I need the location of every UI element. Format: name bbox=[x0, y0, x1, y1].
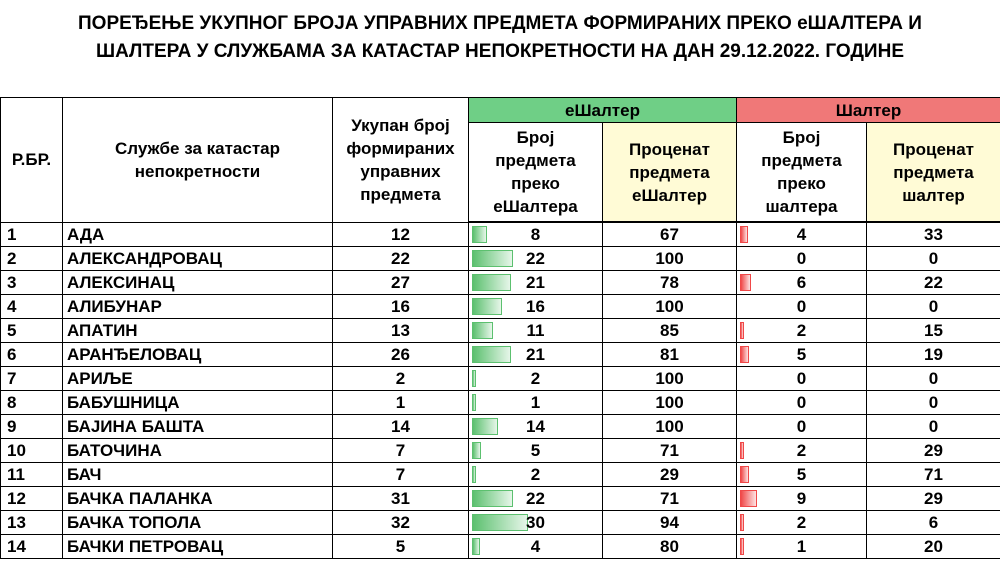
data-bar bbox=[740, 274, 751, 291]
table-row bbox=[1, 391, 1000, 415]
table-row bbox=[1, 439, 1000, 463]
data-bar bbox=[740, 322, 744, 339]
cell-eshalter-count bbox=[469, 391, 603, 415]
cell-value: 2 bbox=[796, 441, 807, 460]
data-bar bbox=[472, 538, 480, 555]
data-bar bbox=[472, 394, 476, 411]
cell-value: 21 bbox=[526, 273, 545, 292]
cell-service-name: БАЧКА ПАЛАНКА bbox=[63, 487, 333, 511]
cell-value: 1 bbox=[796, 537, 807, 556]
cell-total: 16 bbox=[333, 295, 469, 319]
cell-total: 14 bbox=[333, 415, 469, 439]
cell-service-name: БАЧКА ТОПОЛА bbox=[63, 511, 333, 535]
cell-shalter-pct: 71 bbox=[867, 463, 1000, 487]
cell-shalter-count bbox=[737, 391, 867, 415]
table-row bbox=[1, 319, 1000, 343]
cell-shalter-pct: 29 bbox=[867, 439, 1000, 463]
cell-eshalter-pct: 100 bbox=[603, 367, 737, 391]
cell-eshalter-pct: 71 bbox=[603, 487, 737, 511]
cell-shalter-pct: 0 bbox=[867, 391, 1000, 415]
cell-rb: 7 bbox=[1, 367, 63, 391]
cell-shalter-pct: 0 bbox=[867, 295, 1000, 319]
cell-rb: 12 bbox=[1, 487, 63, 511]
cell-eshalter-pct: 67 bbox=[603, 222, 737, 247]
cell-shalter-count bbox=[737, 367, 867, 391]
data-bar bbox=[472, 442, 481, 459]
cell-rb: 2 bbox=[1, 247, 63, 271]
cell-shalter-pct: 15 bbox=[867, 319, 1000, 343]
cell-shalter-count bbox=[737, 535, 867, 559]
cell-service-name: АЛИБУНАР bbox=[63, 295, 333, 319]
data-bar bbox=[472, 226, 487, 243]
cell-value: 0 bbox=[796, 369, 807, 388]
data-bar bbox=[740, 514, 744, 531]
cell-service-name: АДА bbox=[63, 222, 333, 247]
cell-eshalter-count bbox=[469, 511, 603, 535]
table-row bbox=[1, 367, 1000, 391]
table-row bbox=[1, 271, 1000, 295]
cell-shalter-pct: 0 bbox=[867, 367, 1000, 391]
cell-shalter-pct: 6 bbox=[867, 511, 1000, 535]
cell-value: 0 bbox=[796, 249, 807, 268]
cell-total: 13 bbox=[333, 319, 469, 343]
header-service: Службе за катастар непокретности bbox=[63, 98, 333, 223]
cell-eshalter-count bbox=[469, 295, 603, 319]
data-bar bbox=[472, 514, 528, 531]
table-row bbox=[1, 415, 1000, 439]
cell-service-name: АРАНЂЕЛОВАЦ bbox=[63, 343, 333, 367]
data-bar bbox=[740, 346, 749, 363]
cell-service-name: БАЧКИ ПЕТРОВАЦ bbox=[63, 535, 333, 559]
cell-rb: 3 bbox=[1, 271, 63, 295]
table-row bbox=[1, 535, 1000, 559]
cell-eshalter-count bbox=[469, 463, 603, 487]
cell-shalter-count bbox=[737, 487, 867, 511]
cell-rb: 14 bbox=[1, 535, 63, 559]
cell-shalter-pct: 0 bbox=[867, 415, 1000, 439]
cell-shalter-count bbox=[737, 295, 867, 319]
cell-total: 12 bbox=[333, 222, 469, 247]
cell-total: 27 bbox=[333, 271, 469, 295]
cell-service-name: АЛЕКСАНДРОВАЦ bbox=[63, 247, 333, 271]
data-bar bbox=[740, 442, 744, 459]
cell-eshalter-count bbox=[469, 343, 603, 367]
cell-value: 21 bbox=[526, 345, 545, 364]
cell-eshalter-count bbox=[469, 415, 603, 439]
cell-eshalter-count bbox=[469, 319, 603, 343]
header-eshalter-pct: Проценат предмета еШалтер bbox=[603, 123, 737, 223]
cell-value: 4 bbox=[530, 537, 541, 556]
data-bar bbox=[740, 490, 757, 507]
table-row bbox=[1, 295, 1000, 319]
cell-eshalter-pct: 85 bbox=[603, 319, 737, 343]
cell-rb: 1 bbox=[1, 222, 63, 247]
cell-rb: 8 bbox=[1, 391, 63, 415]
cell-shalter-count bbox=[737, 222, 867, 247]
cell-shalter-pct: 33 bbox=[867, 222, 1000, 247]
cell-eshalter-pct: 71 bbox=[603, 439, 737, 463]
table-row bbox=[1, 487, 1000, 511]
cell-total: 31 bbox=[333, 487, 469, 511]
cell-value: 0 bbox=[796, 417, 807, 436]
data-bar bbox=[472, 322, 493, 339]
cell-eshalter-count bbox=[469, 487, 603, 511]
cell-eshalter-count bbox=[469, 247, 603, 271]
cell-total: 32 bbox=[333, 511, 469, 535]
cell-shalter-count bbox=[737, 343, 867, 367]
cell-total: 5 bbox=[333, 535, 469, 559]
cell-shalter-count bbox=[737, 271, 867, 295]
cell-service-name: АПАТИН bbox=[63, 319, 333, 343]
header-shalter-pct: Проценат предмета шалтер bbox=[867, 123, 1000, 223]
header-total: Укупан број формираних управних предмета bbox=[333, 98, 469, 223]
cell-eshalter-pct: 100 bbox=[603, 295, 737, 319]
cell-rb: 9 bbox=[1, 415, 63, 439]
cell-shalter-pct: 20 bbox=[867, 535, 1000, 559]
cell-eshalter-pct: 29 bbox=[603, 463, 737, 487]
cell-value: 1 bbox=[530, 393, 541, 412]
report-title-line-1: ПОРЕЂЕЊЕ УКУПНОГ БРОЈА УПРАВНИХ ПРЕДМЕТА ФОРМИРАНИХ ПРЕКО еШАЛТЕРА И bbox=[78, 13, 922, 34]
header-eshalter-group: еШалтер bbox=[469, 98, 737, 123]
cell-total: 2 bbox=[333, 367, 469, 391]
cell-rb: 6 bbox=[1, 343, 63, 367]
table-row bbox=[1, 463, 1000, 487]
cell-value: 22 bbox=[526, 249, 545, 268]
cell-eshalter-count bbox=[469, 439, 603, 463]
cell-value: 4 bbox=[796, 225, 807, 244]
data-bar bbox=[472, 346, 511, 363]
cell-value: 9 bbox=[796, 489, 807, 508]
cell-eshalter-pct: 94 bbox=[603, 511, 737, 535]
data-bar bbox=[472, 490, 513, 507]
cell-value: 5 bbox=[796, 345, 807, 364]
cell-shalter-count bbox=[737, 463, 867, 487]
cell-eshalter-pct: 81 bbox=[603, 343, 737, 367]
cell-shalter-pct: 29 bbox=[867, 487, 1000, 511]
cell-eshalter-count bbox=[469, 222, 603, 247]
cell-service-name: БАЧ bbox=[63, 463, 333, 487]
cell-total: 7 bbox=[333, 463, 469, 487]
data-bar bbox=[740, 226, 748, 243]
data-bar bbox=[472, 418, 498, 435]
cell-eshalter-pct: 100 bbox=[603, 415, 737, 439]
cell-shalter-count bbox=[737, 511, 867, 535]
data-bar bbox=[472, 370, 476, 387]
cell-total: 26 bbox=[333, 343, 469, 367]
report-title bbox=[0, 10, 1000, 66]
cell-service-name: БАЈИНА БАШТА bbox=[63, 415, 333, 439]
cell-rb: 13 bbox=[1, 511, 63, 535]
cell-value: 14 bbox=[526, 417, 545, 436]
header-eshalter-count: Број предмета преко еШалтера bbox=[469, 123, 603, 223]
cell-value: 0 bbox=[796, 393, 807, 412]
cell-value: 16 bbox=[526, 297, 545, 316]
data-bar bbox=[472, 250, 513, 267]
cell-value: 6 bbox=[796, 273, 807, 292]
cell-total: 22 bbox=[333, 247, 469, 271]
table-row bbox=[1, 247, 1000, 271]
cell-value: 0 bbox=[796, 297, 807, 316]
cell-value: 5 bbox=[530, 441, 541, 460]
header-shalter-group: Шалтер bbox=[737, 98, 1000, 123]
cell-value: 5 bbox=[796, 465, 807, 484]
cell-service-name: БАБУШНИЦА bbox=[63, 391, 333, 415]
table-row bbox=[1, 222, 1000, 247]
cell-value: 11 bbox=[526, 321, 545, 340]
header-shalter-count: Број предмета преко шалтера bbox=[737, 123, 867, 223]
table-row bbox=[1, 511, 1000, 535]
cell-shalter-pct: 22 bbox=[867, 271, 1000, 295]
cell-service-name: БАТОЧИНА bbox=[63, 439, 333, 463]
cell-shalter-pct: 19 bbox=[867, 343, 1000, 367]
cell-eshalter-pct: 80 bbox=[603, 535, 737, 559]
cell-eshalter-count bbox=[469, 271, 603, 295]
data-bar bbox=[472, 466, 476, 483]
cell-value: 2 bbox=[796, 321, 807, 340]
cell-shalter-count bbox=[737, 439, 867, 463]
header-rb: Р.БР. bbox=[1, 98, 63, 223]
cell-service-name: АЛЕКСИНАЦ bbox=[63, 271, 333, 295]
cell-eshalter-count bbox=[469, 535, 603, 559]
data-bar bbox=[740, 538, 744, 555]
cell-value: 2 bbox=[530, 465, 541, 484]
cell-value: 8 bbox=[530, 225, 541, 244]
cell-value: 30 bbox=[526, 513, 545, 532]
table-row bbox=[1, 343, 1000, 367]
cell-rb: 4 bbox=[1, 295, 63, 319]
cell-shalter-count bbox=[737, 415, 867, 439]
cell-total: 7 bbox=[333, 439, 469, 463]
data-bar bbox=[472, 274, 511, 291]
report-title-line-2: ШАЛТЕРА У СЛУЖБАМА ЗА КАТАСТАР НЕПОКРЕТНОСТИ НА ДАН 29.12.2022. ГОДИНЕ bbox=[95, 41, 904, 62]
cell-eshalter-count bbox=[469, 367, 603, 391]
cell-shalter-count bbox=[737, 247, 867, 271]
cell-shalter-pct: 0 bbox=[867, 247, 1000, 271]
cell-service-name: АРИЉЕ bbox=[63, 367, 333, 391]
data-bar bbox=[740, 466, 749, 483]
cell-value: 2 bbox=[530, 369, 541, 388]
cell-eshalter-pct: 100 bbox=[603, 391, 737, 415]
cell-value: 22 bbox=[526, 489, 545, 508]
cell-shalter-count bbox=[737, 319, 867, 343]
cell-eshalter-pct: 100 bbox=[603, 247, 737, 271]
cell-value: 2 bbox=[796, 513, 807, 532]
cell-total: 1 bbox=[333, 391, 469, 415]
cell-rb: 11 bbox=[1, 463, 63, 487]
cell-eshalter-pct: 78 bbox=[603, 271, 737, 295]
cell-rb: 5 bbox=[1, 319, 63, 343]
cadastre-comparison-table bbox=[0, 97, 1000, 559]
cell-rb: 10 bbox=[1, 439, 63, 463]
data-bar bbox=[472, 298, 502, 315]
